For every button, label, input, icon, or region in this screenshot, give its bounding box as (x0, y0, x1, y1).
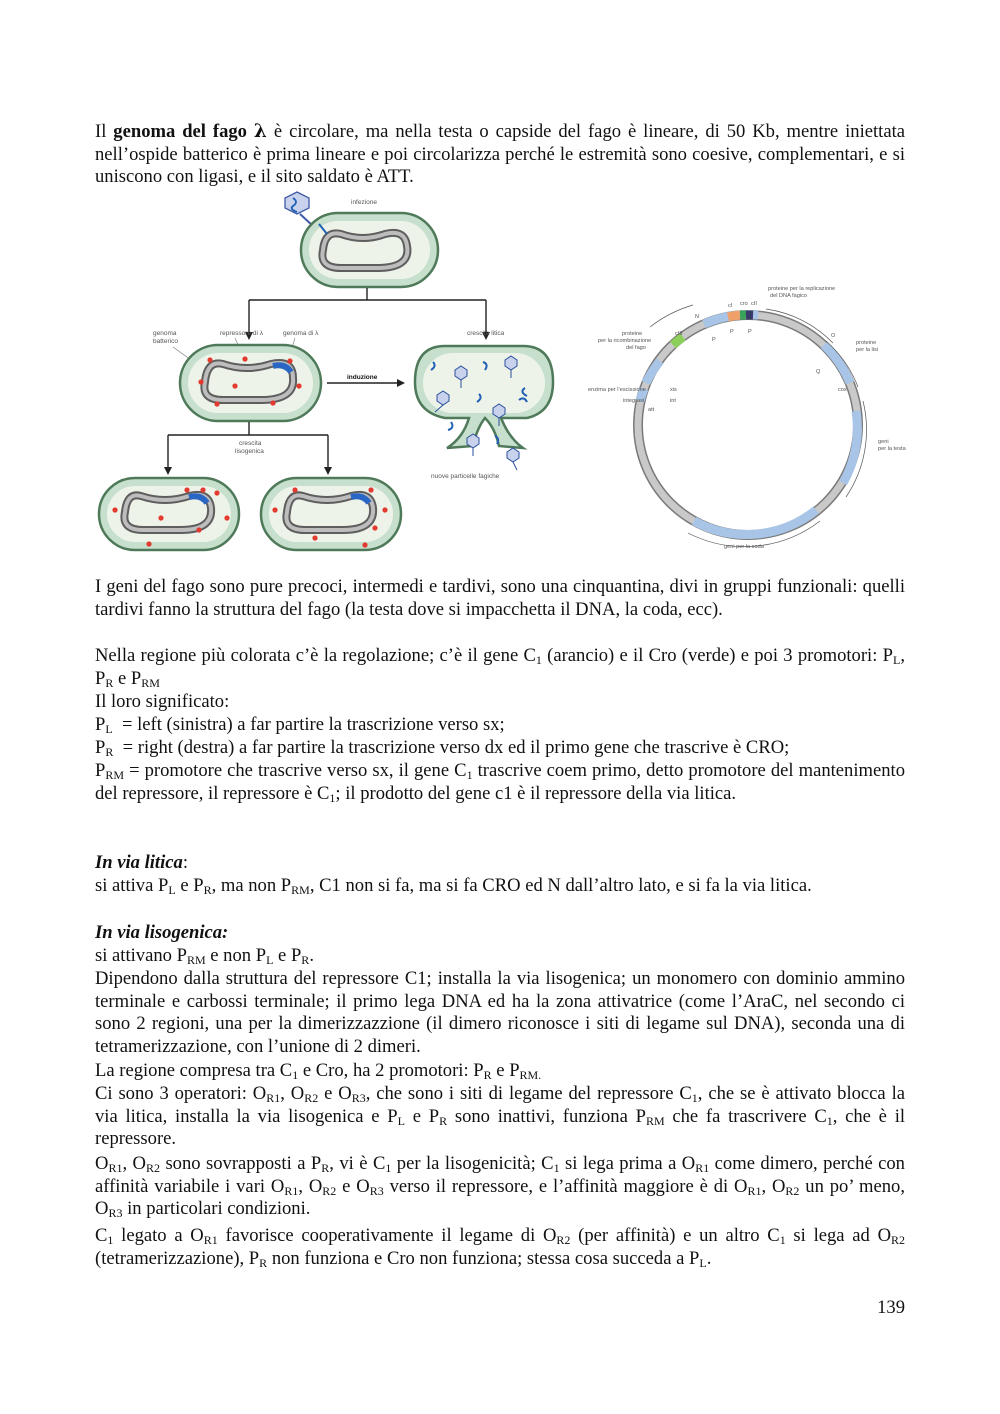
label-geni-testa: geni (878, 439, 889, 445)
label-nuove-particelle: nuove particelle fagiche (431, 473, 500, 480)
svg-text:lisogenica: lisogenica (235, 448, 264, 455)
label-crescita-litica: crescita litica (467, 330, 505, 337)
heading-via-lisogenica: In via lisogenica: (95, 922, 229, 943)
label-PL: P (712, 337, 716, 343)
label-replicazione: proteine per la replicazione (768, 286, 836, 292)
label-lisi: proteine (856, 340, 877, 346)
label-cII: cII (751, 301, 757, 307)
svg-text:per la testa: per la testa (878, 446, 906, 452)
paragraph-regolazione: Nella regione più colorata c’è la regolazione; c’è il gene $C_1$ (arancio) e il Cro (verde) e poi 3 promotori: $P_L$, $P_R$ e $P_{RM}$ (95, 645, 905, 690)
label-integrasi: integrasi (623, 398, 645, 404)
svg-text:batterico: batterico (153, 338, 178, 345)
region-testa (843, 411, 857, 483)
label-cI: cI (728, 303, 733, 309)
label-xis: xis (670, 387, 677, 393)
paragraph-significato: Il loro significato: (95, 691, 230, 712)
region-coda (694, 510, 816, 534)
paragraph-PRM: $P_{RM}$ = promotore che trascrive verso sx, il gene $C_1$ trascrive coem primo, detto promotore del mantenimento del repressore, il repressore è $C_1$; il prodotto del gene c1 è il repressore della via litica. (95, 760, 905, 805)
label-cIII: cIII (675, 331, 683, 337)
paragraph-sovrapposti: $O_{R1}$, $O_{R2}$ sono sovrapposti a $P_R$, vi è $C_1$ per la lisogenicità; $C_1$ si lega prima a $O_{R1}$ come dimero, perché con affinità variabile i vari $O_{R1}$, $O_{R2}$ e $O_{R3}$ verso il repressore, e l’affinità maggiore è di $O_{R1}$, $O_{R2}$ un po’ meno, $O_{R3}$ in particolari condizioni. (95, 1153, 905, 1221)
label-O: O (831, 333, 836, 339)
label-att: att (648, 407, 655, 413)
svg-text:del DNA fagico: del DNA fagico (770, 293, 808, 299)
heading-via-litica: In via litica: (95, 852, 188, 873)
label-genoma-batterico: genoma (153, 330, 177, 337)
label-genoma-lambda: genoma di λ (283, 330, 319, 337)
paragraph-cooperativo: $C_1$ legato a $O_{R1}$ favorisce cooperativamente il legame di $O_{R2}$ (per affinità) e un altro $C_1$ si lega ad $O_{R2}$ (tetramerizzazione), $P_R$ non funziona e Cro non funziona; stessa cosa succeda a $P_L$. (95, 1225, 906, 1270)
svg-text:per la ricombinazione: per la ricombinazione (598, 338, 652, 344)
label-induzione: induzione (347, 374, 378, 381)
page-number: 139 (877, 1297, 905, 1318)
label-ricombinazione: proteine (622, 331, 643, 337)
region-cI (728, 315, 740, 317)
paragraph-PR: $P_R$ = right (destra) a far partire la trascrizione verso dx ed il primo gene che trascrive è CRO; (95, 737, 790, 759)
intro-paragraph: Il genoma del fago λ è circolare, ma nella testa o capside del fago è lineare, di 50 Kb, mentre iniettata nell’ospide batterico è prima lineare e poi circolarizza perché le estremità sono coesive, complementari, e si uniscono con ligasi, e il sito saldato è ATT. (95, 121, 905, 188)
label-PR: P (748, 329, 752, 335)
svg-text:del fago: del fago (626, 345, 646, 351)
label-repressore: repressore di λ (220, 330, 263, 337)
paragraph-PL: $P_L$ = left (sinistra) a far partire la trascrizione verso sx; (95, 714, 505, 736)
paragraph-regione-promotori: La regione compresa tra $C_1$ e Cro, ha 2 promotori: $P_R$ e $P_{RM.}$ (95, 1060, 542, 1082)
lambda-genome-map (588, 283, 908, 553)
label-cos: cos (838, 387, 847, 393)
label-crescita-lisogenica: crescita (239, 440, 262, 447)
phage-lifecycle-figure (95, 190, 565, 555)
paragraph-via-lisogenica: si attivano $P_{RM}$ e non $P_L$ e $P_R$. (95, 945, 314, 967)
label-escissione: enzima per l’escissione (588, 387, 646, 393)
label-PRM: P (730, 329, 734, 335)
label-Q: Q (816, 369, 821, 375)
paragraph-operatori: Ci sono 3 operatori: $O_{R1}$, $O_{R2}$ e $O_{R3}$, che sono i siti di legame del repressore $C_1$, che se è attivato blocca la via litica, installa la via lisogenica e $P_L$ e $P_R$ sono inattivi, funziona $P_{RM}$ che fa trascrivere $C_1$, che è il repressore. (95, 1083, 906, 1150)
label-int: int (670, 398, 676, 404)
paragraph-via-litica: si attiva $P_L$ e $P_R$, ma non $P_{RM}$, C1 non si fa, ma si fa CRO ed N dall’altro lato, e si fa la via litica. (95, 875, 812, 897)
label-geni-coda: geni per la coda (724, 544, 764, 550)
svg-text:per la lisi: per la lisi (856, 347, 879, 353)
label-cro: cro (740, 301, 748, 307)
paragraph-repressore-struttura: Dipendono dalla struttura del repressore C1; installa la via lisogenica; un monomero con dominio ammino terminale e carbossi terminale; il primo lega DNA ed ha la zona attivatrice (come l’AraC, nel secondo ci sono 2 regioni, una per la dimerizzazzione (il dimero riconosce i siti di legame sul DNA), seconda una di tetramerizzazione, con l’unione di 2 dimeri. (95, 968, 905, 1058)
label-infezione: infezione (351, 199, 378, 206)
paragraph-geni: I geni del fago sono pure precoci, intermedi e tardivi, sono una cinquantina, divi in gruppi funzionali: quelli tardivi fanno la struttura del fago (la testa dove si impacchetta il DNA, la coda, ecc). (95, 576, 905, 620)
label-N: N (695, 314, 700, 320)
